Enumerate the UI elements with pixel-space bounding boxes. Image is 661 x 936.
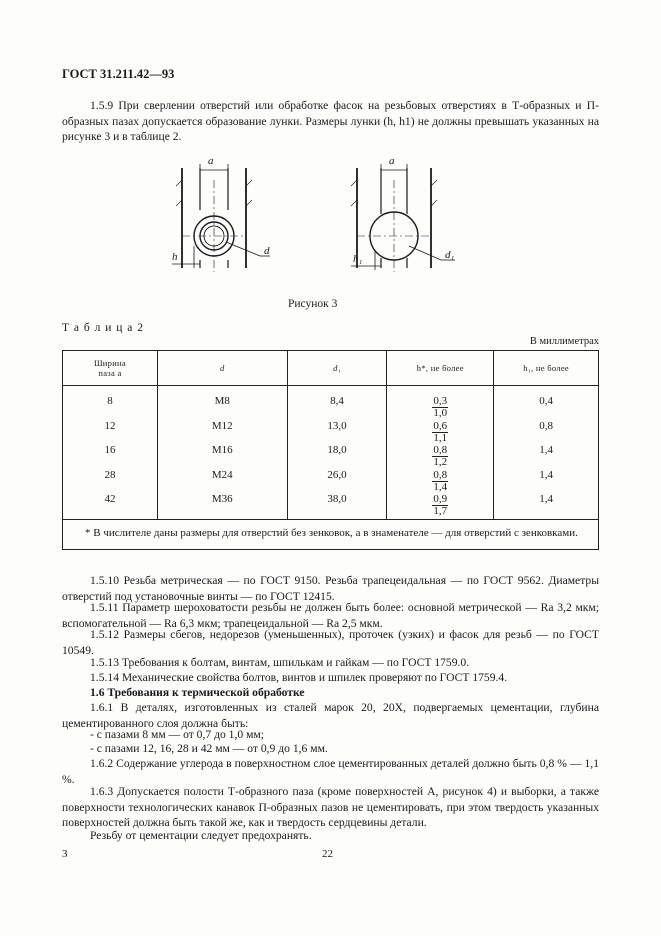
figure-3-left-drawing: [160, 150, 285, 285]
header-d: d: [157, 351, 287, 386]
cell-width: 8: [107, 395, 113, 407]
h-numerator: 0,8: [433, 468, 448, 481]
h-denominator: 1,0: [433, 407, 448, 419]
h-denominator: 1,4: [433, 480, 448, 493]
cell-d1: 38,0: [327, 493, 347, 505]
h-denominator: 1,1: [433, 431, 448, 444]
page-number-left: 3: [62, 848, 68, 860]
h-numerator: 0,6: [433, 419, 448, 432]
figure-left-label-h: h: [172, 251, 178, 263]
table-footnote-row: [63, 519, 599, 549]
table-footnote: * В числителе даны размеры для отверстий без зенковок, а в знаменателе — для отверстий с зенковками.: [63, 519, 599, 549]
figure-left-label-a: a: [208, 155, 214, 167]
cell-width: 12: [104, 419, 116, 432]
paragraph-1-6-2: 1.6.2 Содержание углерода в поверхностном слое цементированных деталей должно быть 0,8 % — 1,1 %.: [62, 757, 599, 786]
cell-h1: 0,4: [539, 395, 553, 407]
cell-d1: 26,0: [327, 468, 347, 481]
figure-left-label-d: d: [264, 245, 270, 257]
cell-d: M24: [211, 468, 233, 481]
column-d1: [287, 386, 387, 520]
h-numerator: 0,9: [433, 493, 448, 505]
table-title: Т а б л и ц а 2: [62, 322, 145, 334]
paragraph-1-5-10: 1.5.10 Резьба метрическая — по ГОСТ 9150. Резьба трапецеидальная — по ГОСТ 9562. Диаметры отверстий под установочные винты — по ГОСТ 12415.: [62, 574, 599, 603]
header-slot-width: Ширина паза a: [63, 351, 158, 386]
cell-h-fraction: [387, 445, 493, 470]
figure-caption: Рисунок 3: [288, 298, 338, 310]
paragraph-1-5-12: 1.5.12 Размеры сбегов, недорезов (уменьшенных), проточек (узких) и фасок для резьб — по ГОСТ 10549.: [62, 628, 599, 657]
table-2: [62, 350, 599, 550]
cell-h-fraction: [387, 494, 493, 519]
table-body-row: [63, 386, 599, 520]
h-denominator: 1,2: [433, 456, 448, 468]
cell-d1: 13,0: [327, 419, 347, 432]
cell-h1: 1,4: [539, 444, 553, 456]
list-item-1: - с пазами 8 мм — от 0,7 до 1,0 мм;: [90, 728, 264, 741]
h-numerator: 0,8: [433, 444, 448, 456]
cell-d1: 18,0: [327, 444, 347, 456]
header-h: h*, не более: [387, 351, 494, 386]
figure-right-label-d1: d₁: [445, 249, 455, 261]
cell-h1: 1,4: [539, 468, 553, 481]
cell-h-fraction: [387, 470, 493, 495]
column-d: [157, 386, 287, 520]
cell-d: M36: [211, 493, 233, 505]
cell-h-fraction: [387, 421, 493, 446]
figure-right-label-h1: h₁: [353, 253, 363, 265]
cell-d: M12: [211, 419, 233, 432]
cell-width: 16: [104, 444, 116, 456]
figure-right-label-a: a: [389, 155, 395, 167]
section-heading-1-6: 1.6 Требования к термической обработке: [90, 686, 305, 699]
h-numerator: 0,3: [433, 395, 448, 407]
page-number-center: 22: [322, 848, 333, 860]
paragraph-1-5-11: 1.5.11 Параметр шероховатости резьбы не должен быть более: основной метрической — Ra 3,2 мкм; вспомогательной — Ra 6,3 мкм; трапецеидальной — Ra 2,5 мкм.: [62, 601, 599, 630]
header-d1: d₁: [287, 351, 387, 386]
cell-h1: 1,4: [539, 493, 553, 505]
cell-d1: 8,4: [330, 395, 344, 407]
paragraph-1-5-9: 1.5.9 При сверлении отверстий или обработке фасок на резьбовых отверстиях в Т-образных и П-образных пазах допускается образование лунки. Размеры лунки (h, h1) не должны превышать указанных на рисунке 3 и в таблице 2.: [62, 99, 599, 143]
table-header-row: [63, 351, 599, 386]
paragraph-1-5-13: 1.5.13 Требования к болтам, винтам, шпилькам и гайкам — по ГОСТ 1759.0.: [90, 656, 470, 669]
cell-d: M16: [211, 444, 233, 456]
cell-width: 28: [104, 468, 116, 481]
column-width: [63, 386, 158, 520]
column-h1: [494, 386, 599, 520]
paragraph-1-5-14: 1.5.14 Механические свойства болтов, винтов и шпилек проверяют по ГОСТ 1759.4.: [90, 671, 508, 684]
document-header: ГОСТ 31.211.42—93: [62, 67, 175, 81]
cell-h1: 0,8: [539, 419, 553, 432]
cell-h-fraction: [387, 396, 493, 421]
column-h: [387, 386, 494, 520]
h-denominator: 1,7: [433, 505, 448, 517]
figure-3-right-drawing: [345, 150, 470, 285]
table-units: В миллиметрах: [529, 336, 599, 347]
cell-width: 42: [104, 493, 116, 505]
list-item-2: - с пазами 12, 16, 28 и 42 мм — от 0,9 до 1,6 мм.: [90, 742, 328, 755]
paragraph-1-6-3: 1.6.3 Допускается полости Т-образного паза (кроме поверхностей А, рисунок 4) и выборки, а также поверхности технологических канавок П-образных пазов не цементировать, при этом твердость указанных поверхностей должна быть такой же, как и твердость сердцевины детали.: [62, 785, 599, 829]
cell-d: M8: [214, 395, 230, 407]
paragraph-1-6-1: 1.6.1 В деталях, изготовленных из сталей марок 20, 20Х, подвергаемых цементации, глубина цементированного слоя должна быть:: [62, 701, 599, 730]
paragraph-last: Резьбу от цементации следует предохранять.: [90, 829, 312, 842]
header-h1: h₁, не более: [494, 351, 599, 386]
